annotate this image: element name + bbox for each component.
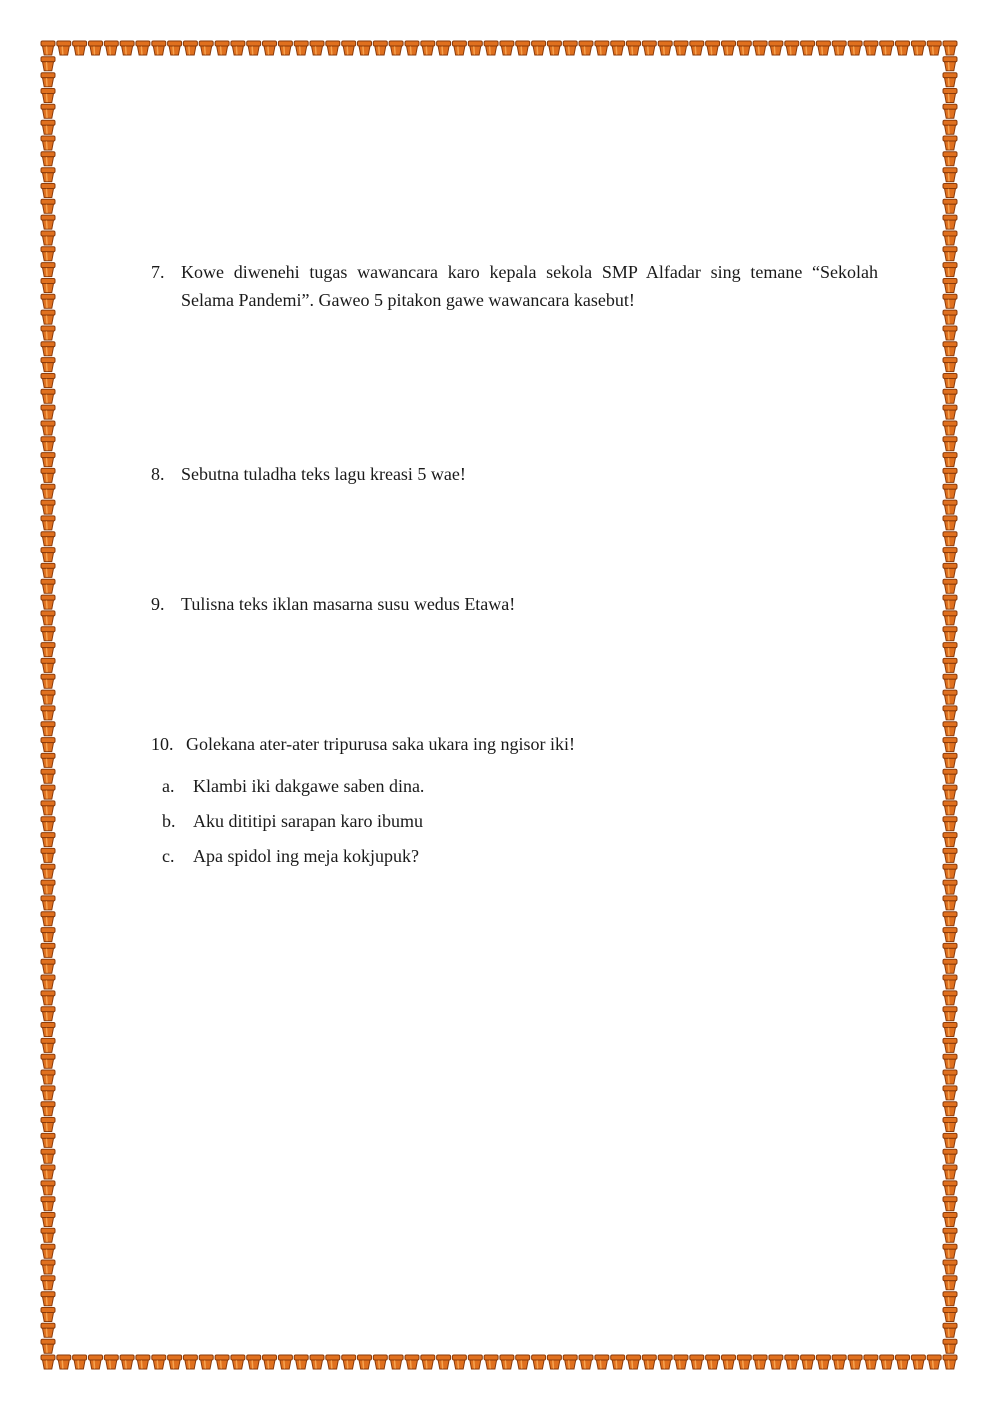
question-number: 7. (151, 262, 165, 282)
question-text: Sebutna tuladha teks lagu kreasi 5 wae! (181, 464, 466, 484)
list-item-text: Aku dititipi sarapan karo ibumu (193, 811, 423, 831)
question-text: Tulisna teks iklan masarna susu wedus Etawa! (181, 594, 516, 614)
list-item-text: Klambi iki dakgawe saben dina. (193, 776, 425, 796)
question-text: Kowe diwenehi tugas wawancara karo kepala sekola SMP Alfadar sing temane “Sekolah Selama Pandemi”. Gaweo 5 pitakon gawe wawancara kasebut! (181, 262, 878, 310)
question-text: Golekana ater-ater tripurusa saka ukara ing ngisor iki! (186, 734, 575, 754)
question-number: 10. (151, 734, 174, 754)
list-item-text: Apa spidol ing meja kokjupuk? (193, 846, 419, 866)
question-number: 9. (151, 594, 165, 614)
list-item-letter: a. (162, 776, 175, 796)
list-item-letter: b. (162, 811, 176, 831)
list-item-letter: c. (162, 846, 175, 866)
question-number: 8. (151, 464, 165, 484)
